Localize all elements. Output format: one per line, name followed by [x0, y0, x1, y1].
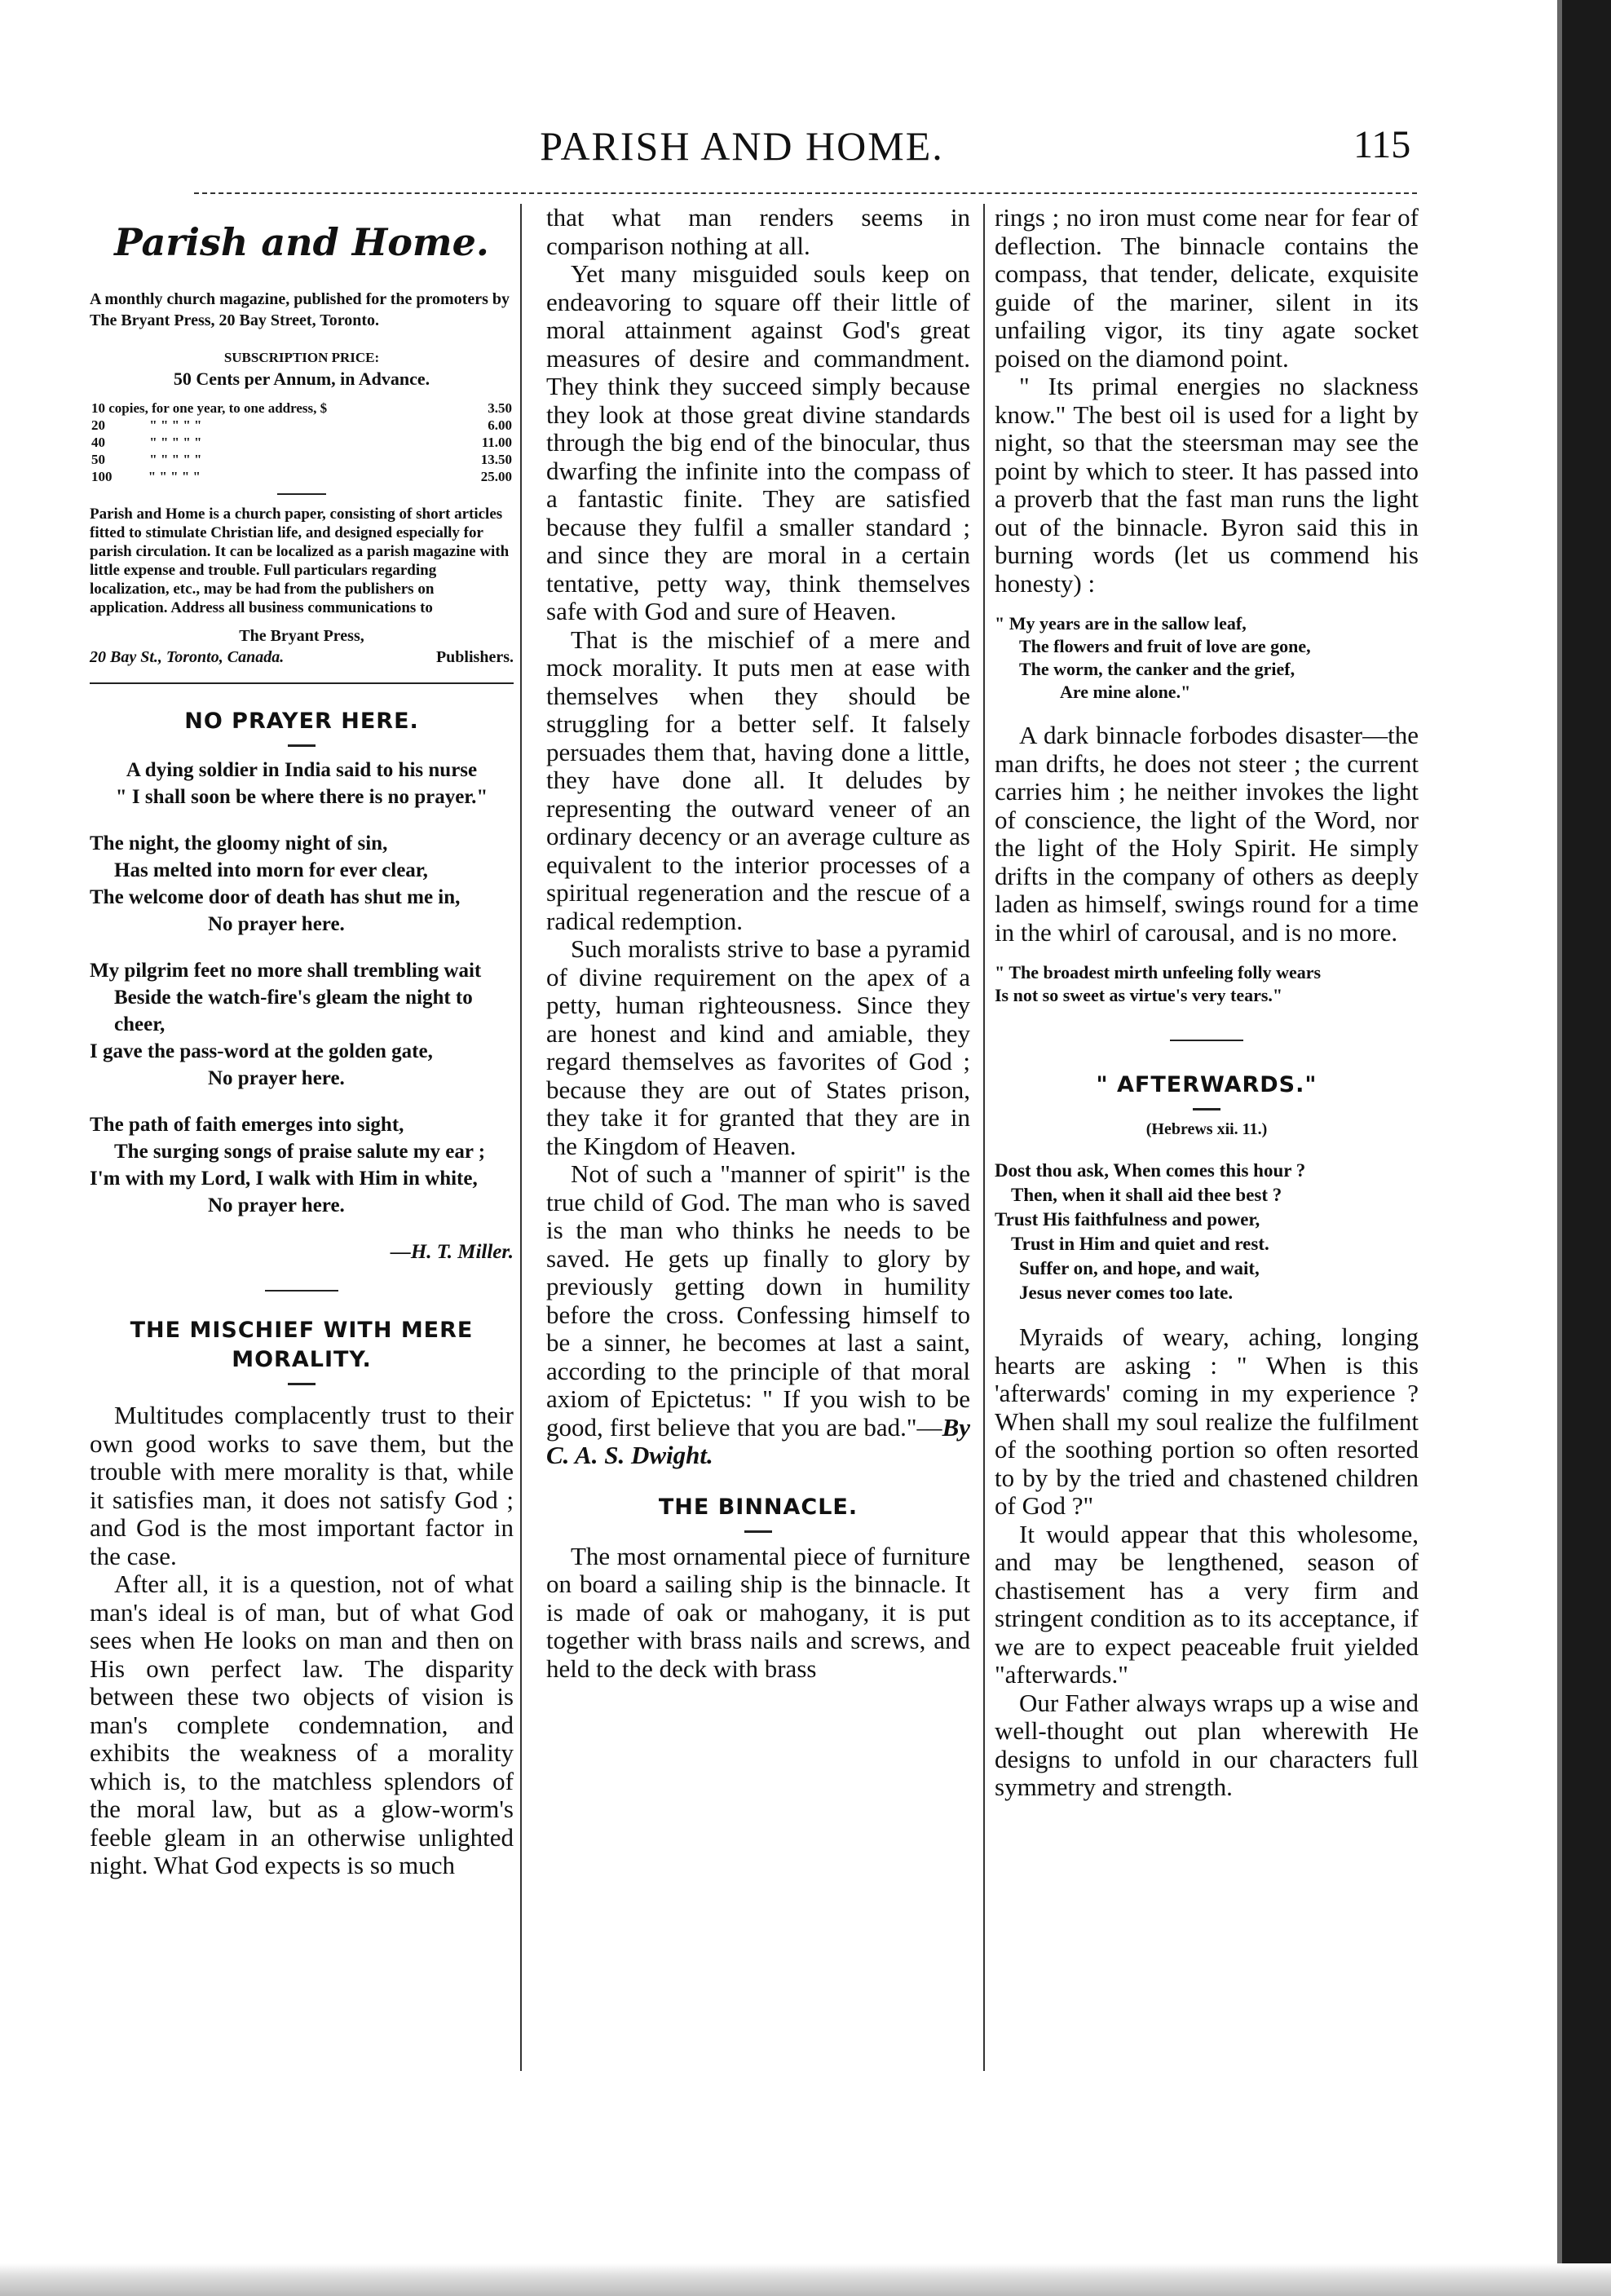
paragraph: Our Father always wraps up a wise and well-thought out plan wherewith He designs to unfold in our characters full symmetry and strength. [995, 1688, 1419, 1801]
paragraph: Such moralists strive to base a pyramid of divine requirement on the apex of a petty, human righteousness. Since they are honest and kind and amiable, they regard themselves as favorites of God ; because they are out of States prison, they take it for granted that they are in the Kingdom of Heaven. [546, 934, 970, 1160]
masthead-description: Parish and Home is a church paper, consisting of short articles fitted to stimulate Christian life, and designed especially for parish circulation. It can be localized as a parish magazine with little expense and trouble. Full particulars regarding localization, etc., may be had from the publishers on application. Address all business communications to [90, 506, 510, 616]
paragraph: It would appear that this wholesome, and may be lengthened, season of chastisement has a very firm and stringent condition as to its acceptance, if we are to expect peaceable fruit yielded "afterwards." [995, 1519, 1419, 1689]
subscription-label: SUBSCRIPTION PRICE: [223, 350, 380, 365]
paragraph: Yet many misguided souls keep on endeavoring to square off their little of moral attainment against God's great measures of desire and commandment. They think they succeed simply because they look at those great divine standards through the big end of the binocular, thus dwarfing the infinite into the compass of a fantastic finite. They are satisfied because they fulfil a smaller standard ; and since they are moral in a certain tentative, petty way, think themselves safe with God and sure of Heaven. [546, 259, 970, 625]
page-number: 115 [1353, 123, 1411, 166]
no-prayer-title: NO PRAYER HERE. [184, 709, 419, 734]
stanza: The path of faith emerges into sight, The surging songs of praise salute my ear ; I'm with my Lord, I walk with Him in white, No prayer here. [90, 1114, 486, 1216]
running-head: PARISH AND HOME. [540, 123, 944, 169]
paragraph: That is the mischief of a mere and mock morality. It puts men at ease with themselves when they should be struggling for a better self. It falsely persuades them that, having done a little, they have done all. It deludes by representing the outward veneer of an ordinary decency or an average culture as equivalent to the interior processes of a spiritual regeneration and the rescue of a radical redemption. [546, 625, 970, 935]
separator-dash [277, 493, 326, 495]
poem-author: —H. T. Miller. [390, 1241, 514, 1263]
scan-bottom-edge [0, 2263, 1611, 2296]
publisher-address: 20 Bay St., Toronto, Canada. [90, 648, 285, 666]
section-rule [90, 682, 514, 684]
title-dash [744, 1530, 772, 1533]
rate-row: 10 copies, for one year, to one address, $ 3.50 [91, 400, 512, 416]
mischief-body [90, 1402, 514, 1880]
paragraph: Myraids of weary, aching, longing hearts are asking : " When is this 'afterwards' coming in my experience ? When shall my soul realize the fulfilment of the soothing portion so often resorted to by by the tried and chastened children of God ?" [995, 1322, 1419, 1520]
column-2 [546, 204, 970, 1683]
rate-row: 40 " " " " " 11.00 [91, 435, 512, 450]
subscription-price: 50 Cents per Annum, in Advance. [173, 369, 430, 389]
binnacle-body-end [995, 722, 1419, 947]
title-dash [1193, 1108, 1220, 1110]
binnacle-body [546, 1543, 970, 1684]
scan-border [1562, 0, 1611, 2296]
masthead-title: Parish and Home. [114, 220, 489, 264]
stanza: The night, the gloomy night of sin, Has melted into morn for ever clear, The welcome door of death has shut me in, No prayer here. [90, 832, 461, 935]
paragraph: Multitudes complacently trust to their own good works to save them, but the trouble with mere morality is that, while it satisfies man, it does not satisfy God ; and God is the most important factor in the case. [90, 1401, 514, 1570]
column-1 [90, 204, 514, 1880]
closing-quote: " The broadest mirth unfeeling folly wears Is not so sweet as virtue's very tears." [995, 962, 1322, 1005]
mischief-title-line1: THE MISCHIEF WITH MERE [130, 1318, 474, 1343]
rate-row: 20 " " " " " 6.00 [91, 417, 512, 433]
paragraph: Not of such a "manner of spirit" is the true child of God. The man who is saved is the man who thinks he needs to be saved. He gets up finally to glory by previously getting down in humility before the cross. Confessing himself to be a sinner, he becomes at last a saint, according to the principle of that moral axiom of Epictetus: " If you wish to be good, first believe that you are bad."—By C. A. S. Dwight. [546, 1159, 970, 1469]
publisher-name: The Bryant Press, [239, 627, 364, 645]
stanza: My pilgrim feet no more shall trembling wait Beside the watch-fire's gleam the night to cheer, I gave the pass-word at the golden gate, No prayer here. [90, 960, 482, 1089]
binnacle-body-continued [995, 204, 1419, 598]
binnacle-title: THE BINNACLE. [658, 1494, 858, 1520]
no-prayer-poem [90, 757, 514, 1265]
afterwards-title: " AFTERWARDS." [1096, 1072, 1317, 1097]
header-rule [194, 192, 1417, 194]
byline: By C. A. S. Dwight. [546, 1412, 970, 1469]
rate-row: 50 " " " " " 13.50 [91, 452, 512, 467]
rates-table [90, 400, 514, 485]
rate-row: 100 " " " " " 25.00 [91, 469, 512, 484]
scripture-reference: (Hebrews xii. 11.) [1145, 1120, 1268, 1138]
column-divider-2 [983, 204, 985, 2071]
title-dash [288, 1383, 316, 1385]
paragraph: A dark binnacle forbodes disaster—the man drifts, he does not steer ; the current carries him ; he neither invokes the light of conscience, the light of the Word, nor the light of the Holy Spirit. He simply drifts in the company of others as deeply laden as himself, swings round for a time in the whirl of carousal, and is no more. [995, 721, 1419, 947]
paragraph: After all, it is a question, not of what man's ideal is of man, but of what God sees when He looks on man and then on His own perfect law. The disparity between these two objects of vision is man's complete condemnation, and exhibits the weakness of a morality which is, to the matchless splendors of the moral law, but as a glow-worm's feeble gleam in an otherwise unlighted night. What God expects is so much [90, 1570, 514, 1879]
section-rule [1170, 1040, 1243, 1041]
publishers-label: Publishers. [435, 648, 514, 666]
paragraph: The most ornamental piece of furniture on board a sailing ship is the binnacle. It is made of oak or mahogany, it is put together with brass nails and screws, and held to the deck with brass [546, 1541, 970, 1683]
afterwards-poem: Dost thou ask, When comes this hour ? Then, when it shall aid thee best ? Trust His faithfulness and power, Trust in Him and quiet and rest. Suffer on, and hope, and wait, Jesus never comes too late. [995, 1160, 1306, 1303]
column-3 [995, 204, 1419, 1802]
mischief-body-continued [546, 204, 970, 1470]
paragraph: " Its primal energies no slackness know." The best oil is used for a light by night, so that the steersman may see the point by which to steer. It has passed into a proverb that the fast man runs the light out of the binnacle. Byron said this in burning words (let us commend his honesty) : [995, 372, 1419, 598]
section-rule [265, 1290, 338, 1292]
paragraph: that what man renders seems in comparison nothing at all. [546, 203, 970, 260]
masthead-intro: A monthly church magazine, published for the promoters by The Bryant Press, 20 Bay Street, Toronto. [90, 290, 510, 329]
paragraph: rings ; no iron must come near for fear of deflection. The binnacle contains the compass, that tender, delicate, exquisite guide of the mariner, silent in its unfailing vigor, its tiny agate socket poised on the diamond point. [995, 203, 1419, 373]
column-divider-1 [520, 204, 522, 2071]
mischief-title-line2: MORALITY. [232, 1347, 372, 1372]
poem-intro: A dying soldier in India said to his nurse " I shall soon be where there is no prayer." [115, 759, 488, 808]
publisher-line [90, 647, 514, 668]
afterwards-body [995, 1323, 1419, 1802]
title-dash [288, 744, 316, 747]
byron-quote: " My years are in the sallow leaf, The flowers and fruit of love are gone, The worm, the canker and the grief, Are mine alone." [995, 613, 1311, 702]
